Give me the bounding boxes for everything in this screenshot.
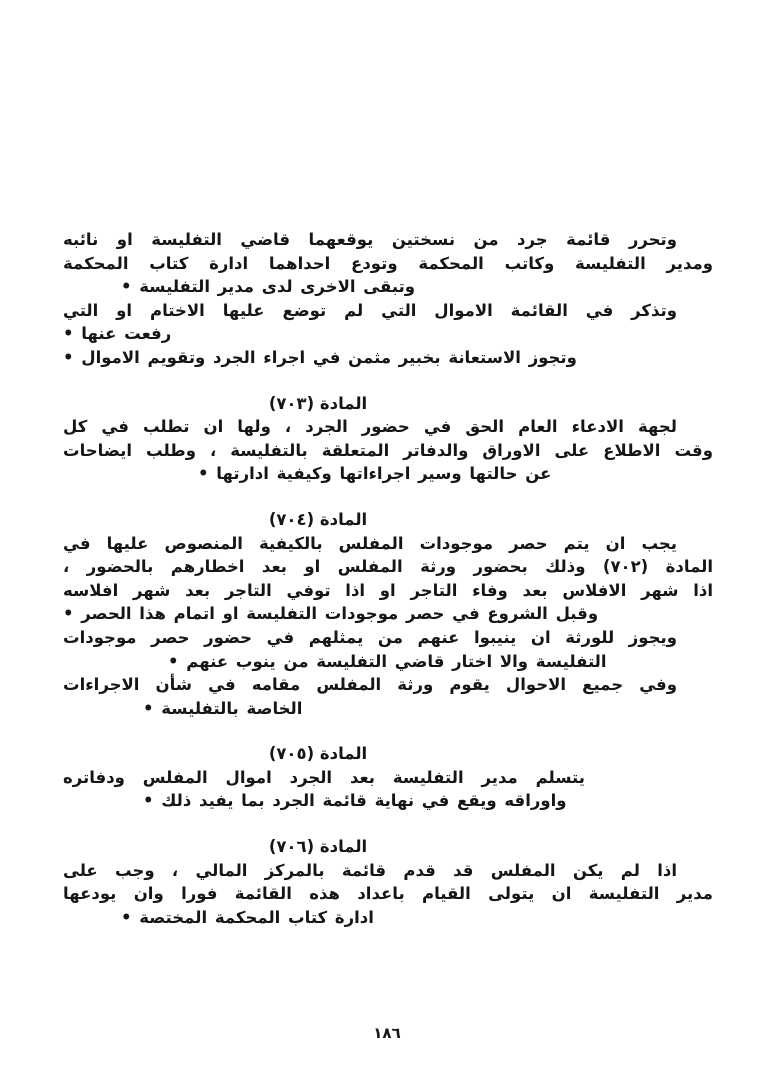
text-line: وفي جميع الاحوال يقوم ورثة المفلس مقامه في شأن الاجراءات [63,675,677,695]
text-line: رفعت عنها • [63,324,172,344]
text-line: وتبقى الاخرى لدى مدير التفليسة • [121,277,416,297]
article-heading-703: المادة (٧٠٣) [268,393,368,413]
text-line: عن حالتها وسير اجراءاتها وكيفية ادارتها • [198,464,552,484]
article-heading-706: المادة (٧٠٦) [268,837,368,857]
text-line: يتسلم مدير التفليسة بعد الجرد اموال المفلس ودفاتره [63,767,585,787]
text-line: وتذكر في القائمة الاموال التي لم توضع عليها الاختام او التي [63,300,677,320]
text-line: التفليسة والا اختار قاضي التفليسة من ينوب عنهم • [168,651,607,671]
text-line: وتحرر قائمة جرد من نسختين يوقعهما قاضي التفليسة او نائبه [63,230,677,249]
text-line: وقبل الشروع في حصر موجودات التفليسة او اتمام هذا الحصر • [63,604,599,624]
text-line: المادة (٧٠٢) وذلك بحضور ورثة المفلس او بعد اخطارهم بالحضور ، [63,557,713,577]
text-line: واوراقه ويقع في نهاية قائمة الجرد بما يفيد ذلك • [143,791,567,811]
text-line: ادارة كتاب المحكمة المختصة • [121,907,374,927]
text-line: لجهة الادعاء العام الحق في حضور الجرد ، ولها ان تطلب في كل [63,417,677,437]
text-line: يجب ان يتم حصر موجودات المفلس بالكيفية المنصوص عليها في [63,533,677,553]
page-number: ١٨٦ [373,1024,401,1042]
text-line: وتجوز الاستعانة بخبير مثمن في اجراء الجرد وتقويم الاموال • [63,347,577,367]
text-line: ويجوز للورثة ان ينيبوا عنهم من يمثلهم في حضور حصر موجودات [63,627,677,647]
text-line: اذا لم يكن المفلس قد قدم قائمة بالمركز المالي ، وجب على [63,860,677,880]
text-line: ومدير التفليسة وكاتب المحكمة وتودع احداهما ادارة كتاب المحكمة [63,253,713,273]
text-line: اذا شهر الافلاس بعد وفاء التاجر او اذا توفي التاجر بعد شهر افلاسه [63,580,713,600]
article-heading-704: المادة (٧٠٤) [268,509,368,529]
article-heading-705: المادة (٧٠٥) [268,744,368,764]
document-body [63,228,713,929]
text-line: وقت الاطلاع على الاوراق والدفاتر المتعلقة بالتفليسة ، وطلب ايضاحات [63,440,713,460]
text-line: مدير التفليسة ان يتولى القيام باعداد هذه القائمة فورا وان يودعها [63,884,713,904]
text-line: الخاصة بالتفليسة • [143,698,303,718]
